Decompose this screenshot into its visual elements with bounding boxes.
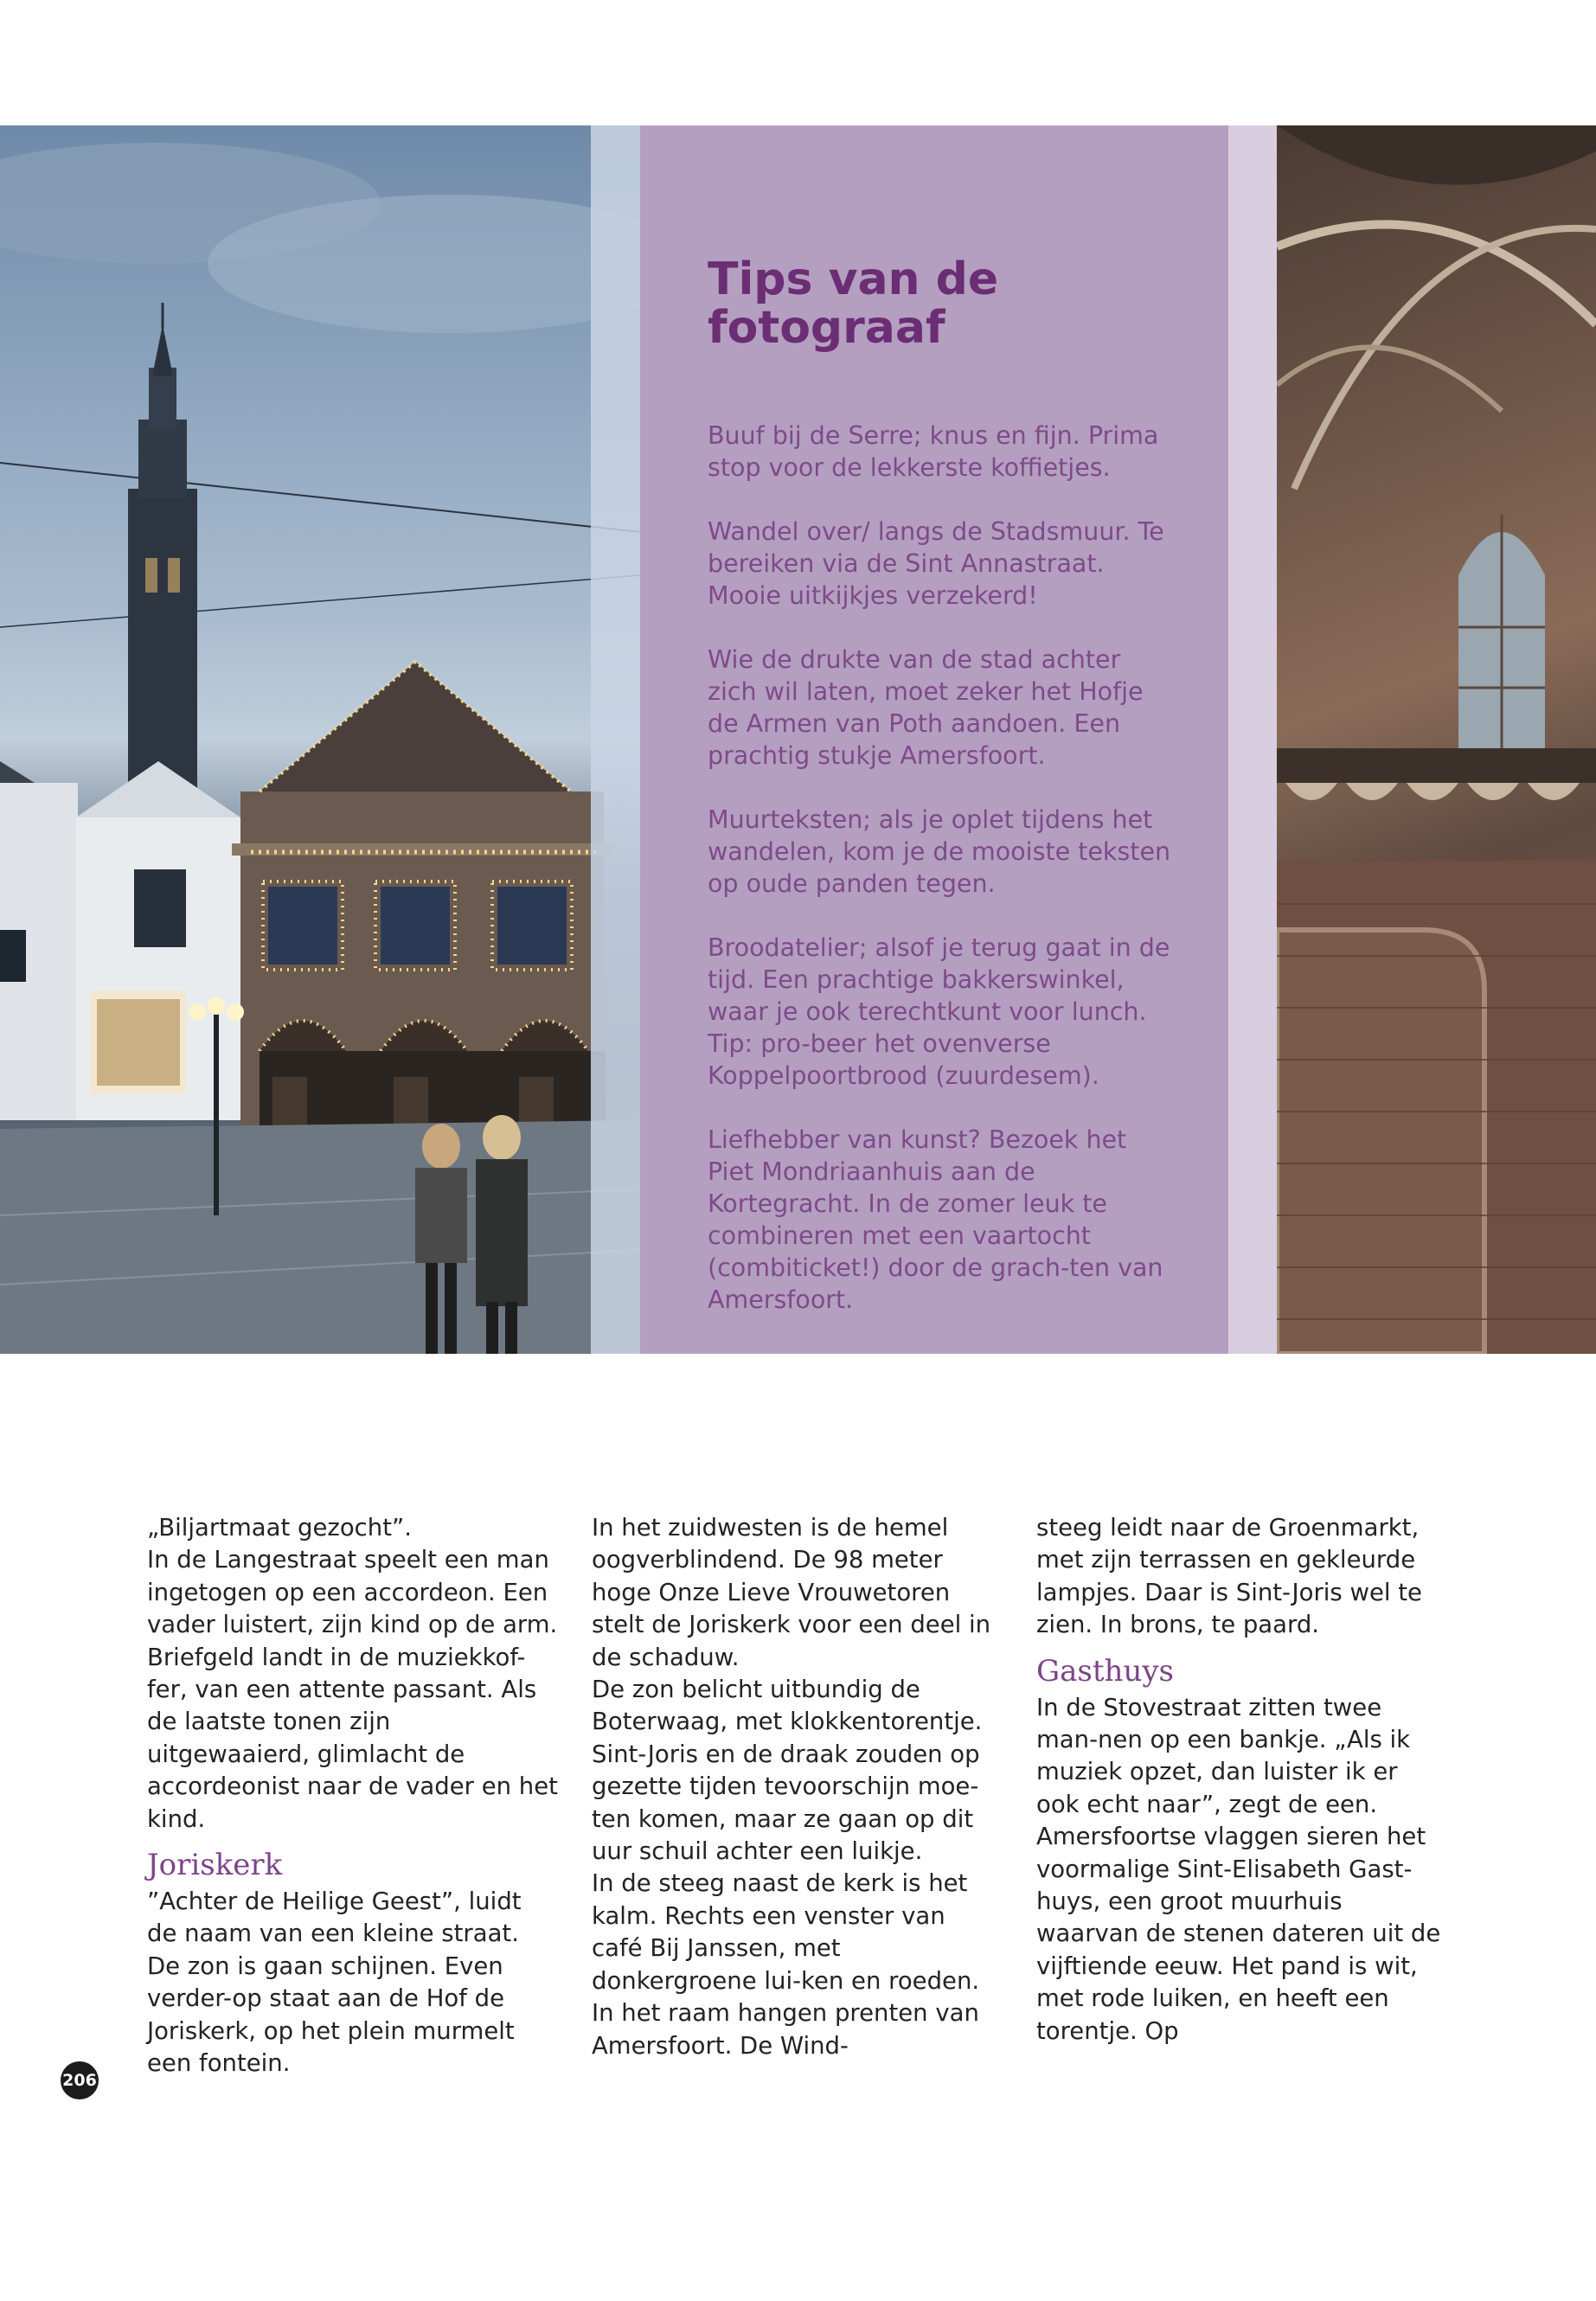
tips-title: Tips van de fotograaf	[708, 253, 999, 354]
paragraph: „Biljartmaat gezocht”.	[147, 1514, 412, 1541]
tip-item: Buuf bij de Serre; knus en fijn. Prima stop voor de lekkerste koffietjes.	[708, 421, 1159, 482]
decorative-strip-right	[1228, 125, 1277, 1354]
tip-item: Wie de drukte van de stad achter zich wil laten, moet zeker het Hofje de Armen van Poth aandoen. Een prachtig stukje Amersfoort.	[708, 645, 1144, 770]
tips-box	[640, 125, 1228, 1354]
paragraph: steeg leidt naar de Groenmarkt, met zijn terrassen en gekleurde lampjes. Daar is Sint-Joris wel te zien. In brons, te paard.	[1036, 1514, 1422, 1639]
article-column-3	[1036, 1512, 1447, 2048]
article-column-1	[147, 1512, 558, 2080]
square-illustration	[0, 125, 640, 1354]
paragraph: In de Stovestraat zitten twee man-nen op een bankje. „Als ik muziek opzet, dan luister ik er ook echt naar”, zegt de een.	[1036, 1693, 1411, 1818]
photo-church-interior	[1277, 125, 1596, 1354]
paragraph: In de steeg naast de kerk is het kalm. Rechts een venster van café Bij Janssen, met donkergroene lui-ken en roeden. In het raam hangen prenten van Amersfoort. De Wind-	[592, 1869, 980, 2060]
tip-item: Liefhebber van kunst? Bezoek het Piet Mondriaanhuis aan de Kortegracht. In de zomer leuk te combineren met een vaartocht (combiticket!) door de grach-ten van Amersfoort.	[708, 1125, 1163, 1314]
paragraph: ”Achter de Heilige Geest”, luidt de naam van een kleine straat. De zon is gaan schijnen. Even verder-op staat aan de Hof de Joriskerk, op het plein murmelt een fontein.	[147, 1888, 522, 2078]
tips-list	[708, 420, 1175, 1348]
paragraph: Amersfoortse vlaggen sieren het voormalige Sint-Elisabeth Gast-huys, een groot muurhuis waarvan de stenen dateren uit de vijftiende eeuw. Het pand is wit, met rode luiken, en heeft een torentje. Op	[1036, 1823, 1441, 2045]
paragraph: In het zuidwesten is de hemel oogverblindend. De 98 meter hoge Onze Lieve Vrouwetoren stelt de Joriskerk voor een deel in de schaduw.	[592, 1514, 991, 1671]
paragraph: In de Langestraat speelt een man ingetogen op een accordeon. Een vader luistert, zijn kind op de arm. Briefgeld landt in de muziekkof-fer, van een attente passant. Als de laatste tonen zijn uitgewaaierd, glimlacht de accordeonist naar de vader en het kind.	[147, 1546, 558, 1833]
tip-item: Wandel over/ langs de Stadsmuur. Te bereiken via de Sint Annastraat. Mooie uitkijkjes verzekerd!	[708, 517, 1164, 610]
section-heading-gasthuys: Gasthuys	[1036, 1653, 1174, 1689]
article-column-2	[592, 1512, 1003, 2062]
photo-amersfoort-square	[0, 125, 640, 1354]
page-number: 206	[61, 2061, 99, 2099]
tip-item: Muurteksten; als je oplet tijdens het wandelen, kom je de mooiste teksten op oude panden tegen.	[708, 805, 1171, 898]
paragraph: De zon belicht uitbundig de Boterwaag, met klokkentorentje. Sint-Joris en de draak zouden op gezette tijden tevoorschijn moe-ten komen, maar ze gaan op dit uur schuil achter een luikje.	[592, 1676, 983, 1866]
section-heading-joriskerk: Joriskerk	[147, 1848, 283, 1883]
tip-item: Broodatelier; alsof je terug gaat in de tijd. Een prachtige bakkerswinkel, waar je ook terechtkunt voor lunch. Tip: pro-beer het ovenverse Koppelpoortbrood (zuurdesem).	[708, 933, 1170, 1090]
church-illustration	[1277, 125, 1596, 1354]
decorative-strip-left	[591, 125, 640, 1354]
